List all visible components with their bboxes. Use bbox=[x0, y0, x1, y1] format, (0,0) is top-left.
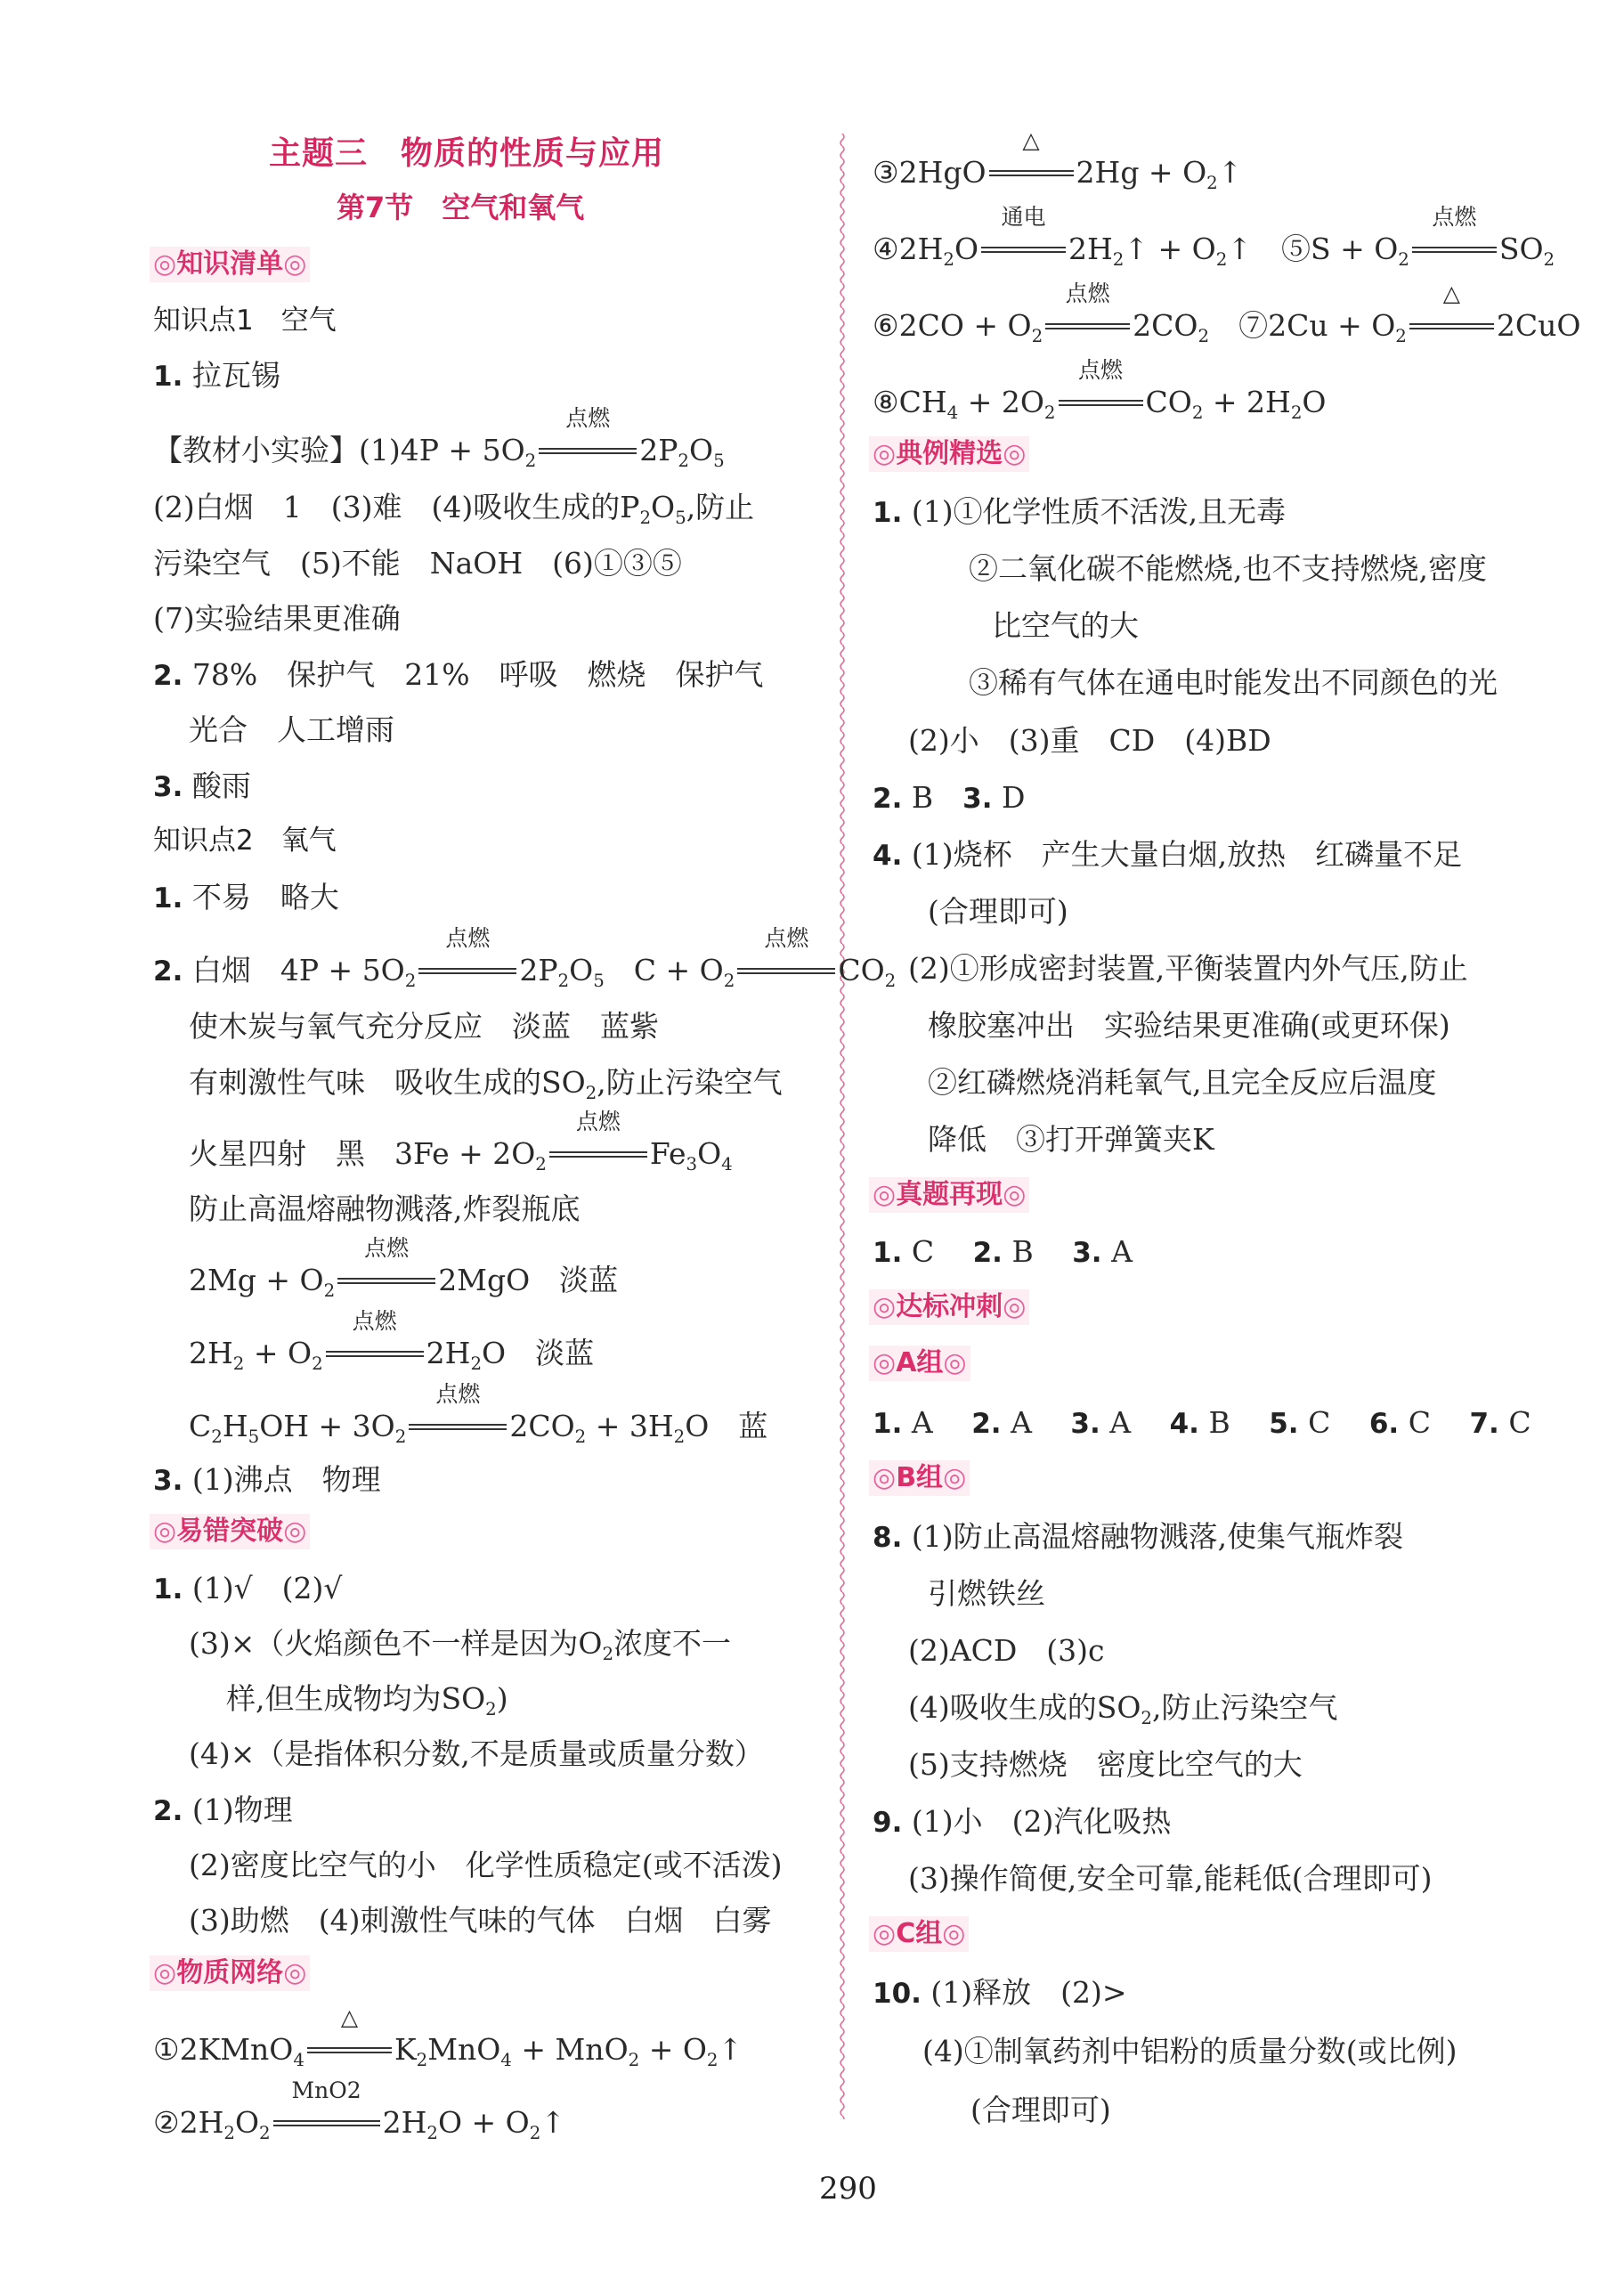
answer-line: 使木炭与氧气充分反应 淡蓝 蓝紫 bbox=[189, 1009, 659, 1044]
equation-line: $2H_2 + O_2$ 点燃 $2H_2O$ 淡蓝 bbox=[189, 1308, 595, 1374]
page-number: 290 bbox=[819, 2171, 877, 2207]
answer-line: 有刺激性气味 吸收生成的$SO_2$,防止污染空气 bbox=[189, 1065, 783, 1103]
answer-line: 3. 酸雨 bbox=[153, 768, 251, 803]
answer-line: 9. (1)小 (2)汽化吸热 bbox=[873, 1804, 1172, 1839]
equation-line: $C_2H_5OH + 3O_2$ 点燃 $2CO_2 + 3H_2O$ 蓝 bbox=[189, 1381, 768, 1447]
reaction-condition: 点燃 bbox=[418, 953, 516, 988]
equation-line: ③2HgO △ $2Hg + O_2↑$ bbox=[873, 127, 1243, 193]
section-heading-knowledge: ◎知识清单◎ bbox=[150, 247, 310, 282]
reaction-condition: △ bbox=[1409, 308, 1494, 344]
reaction-condition: 点燃 bbox=[549, 1136, 647, 1172]
reaction-condition: MnO2 bbox=[273, 2105, 380, 2141]
answer-line: ③稀有气体在通电时能发出不同颜色的光 bbox=[969, 665, 1498, 700]
knowledge-point-2: 知识点2 氧气 bbox=[153, 825, 337, 857]
answer-line: (2)密度比空气的小 化学性质稳定(或不活泼) bbox=[189, 1848, 783, 1882]
answer-line: (7)实验结果更准确 bbox=[153, 601, 401, 636]
equation-line: $⑧CH_4 + 2O_2$ 点燃 $CO_2 + 2H_2O$ bbox=[873, 357, 1327, 423]
answer-line: 光合 人工增雨 bbox=[189, 712, 394, 747]
answer-line: 4. (1)烧杯 产生大量白烟,放热 红磷量不足 bbox=[873, 837, 1463, 872]
answer-line: 1. 不易 略大 bbox=[153, 880, 339, 914]
answer-line: 引燃铁丝 bbox=[928, 1576, 1045, 1611]
equation-line: 【教材小实验】$(1)4P + 5O_2$ 点燃 $2P_2O_5$ bbox=[153, 405, 725, 471]
answer-line: 1. (1)①化学性质不活泼,且无毒 bbox=[873, 494, 1287, 529]
answer-line: 8. (1)防止高温熔融物溅落,使集气瓶炸裂 bbox=[873, 1519, 1404, 1554]
answer-line: ②二氧化碳不能燃烧,也不支持燃烧,密度 bbox=[969, 551, 1487, 586]
section-title: 第7节 空气和氧气 bbox=[337, 191, 585, 224]
column-divider bbox=[837, 134, 848, 2119]
reaction-condition: 点燃 bbox=[1059, 385, 1143, 420]
answer-line: 1. 拉瓦锡 bbox=[153, 358, 280, 393]
section-heading-examples: ◎典例精选◎ bbox=[869, 436, 1029, 472]
answer-line: 1. C 2. B 3. A bbox=[873, 1234, 1133, 1269]
answer-line: (3)×（火焰颜色不一样是因为$O_2$浓度不一 bbox=[189, 1626, 732, 1664]
answer-line: (2)ACD (3)c bbox=[908, 1633, 1105, 1668]
answer-line: 2. B 3. D bbox=[873, 780, 1026, 815]
section-heading-group-c: ◎C组◎ bbox=[869, 1916, 969, 1952]
answer-line: 10. (1)释放 (2)> bbox=[873, 1975, 1127, 2010]
section-heading-sprint: ◎达标冲刺◎ bbox=[869, 1289, 1029, 1325]
section-heading-group-a: ◎A组◎ bbox=[869, 1345, 970, 1381]
reaction-condition: 点燃 bbox=[326, 1336, 424, 1371]
reaction-condition: 点燃 bbox=[539, 433, 637, 468]
answer-line: 污染空气 (5)不能 NaOH (6)①③⑤ bbox=[153, 546, 682, 581]
section-heading-group-b: ◎B组◎ bbox=[869, 1460, 970, 1496]
answer-line: (3)助燃 (4)刺激性气味的气体 白烟 白雾 bbox=[189, 1903, 772, 1938]
answer-line: 橡胶塞冲出 实验结果更准确(或更环保) bbox=[928, 1008, 1450, 1043]
answer-line: (5)支持燃烧 密度比空气的大 bbox=[908, 1747, 1303, 1782]
answer-line: 1. A 2. A 3. A 4. B 5. C 6. C 7. C bbox=[873, 1405, 1531, 1440]
equation-line: 2. 白烟 $4P + 5O_2$ 点燃 $2P_2O_5$ $C + O_2$ 点燃 $CO_2$ bbox=[153, 925, 897, 991]
reaction-condition: 点燃 bbox=[409, 1409, 507, 1444]
answer-line: 样,但生成物均为$SO_2$) bbox=[226, 1681, 508, 1719]
reaction-condition: 通电 bbox=[981, 232, 1066, 267]
reaction-condition: △ bbox=[989, 155, 1074, 191]
equation-line: 火星四射 黑 $3Fe + 2O_2$ 点燃 $Fe_3O_4$ bbox=[189, 1109, 733, 1175]
section-heading-mistakes: ◎易错突破◎ bbox=[150, 1514, 310, 1549]
answer-line: 降低 ③打开弹簧夹K bbox=[928, 1122, 1214, 1157]
answer-line: ②红磷燃烧消耗氧气,且完全反应后温度 bbox=[928, 1065, 1437, 1100]
answer-line: (4)①制氧药剂中铝粉的质量分数(或比例) bbox=[922, 2034, 1458, 2069]
reaction-condition: △ bbox=[307, 2032, 392, 2068]
reaction-condition: 点燃 bbox=[1412, 232, 1497, 267]
reaction-condition: 点燃 bbox=[337, 1263, 435, 1298]
answer-line: 3. (1)沸点 物理 bbox=[153, 1462, 381, 1497]
answer-line: (2)白烟 1 (3)难 (4)吸收生成的$P_2O_5$,防止 bbox=[153, 490, 755, 528]
answer-line: (合理即可) bbox=[970, 2093, 1111, 2127]
answer-line: 1. (1)√ (2)√ bbox=[153, 1571, 343, 1605]
topic-title: 主题三 物质的性质与应用 bbox=[269, 135, 665, 172]
answer-line: (合理即可) bbox=[928, 894, 1068, 929]
equation-line: ①2KMnO$_4$ △ $K_2MnO_4 + MnO_2$ + $O_2↑$ bbox=[153, 2004, 743, 2070]
reaction-condition: 点燃 bbox=[737, 953, 835, 988]
section-heading-real-exam: ◎真题再现◎ bbox=[869, 1177, 1029, 1213]
answer-line: (4)吸收生成的$SO_2$,防止污染空气 bbox=[908, 1690, 1338, 1728]
answer-line: (2)小 (3)重 CD (4)BD bbox=[908, 723, 1271, 758]
answer-line: 比空气的大 bbox=[992, 608, 1139, 643]
answer-line: (3)操作简便,安全可靠,能耗低(合理即可) bbox=[908, 1861, 1433, 1896]
answer-line: (2)①形成密封装置,平衡装置内外气压,防止 bbox=[908, 951, 1468, 986]
answer-line: (4)×（是指体积分数,不是质量或质量分数） bbox=[189, 1736, 764, 1771]
answer-line: 2. 78% 保护气 21% 呼吸 燃烧 保护气 bbox=[153, 657, 764, 692]
equation-line: $②2H_2O_2$ MnO2 $2H_2O$ + $O_2↑$ bbox=[153, 2077, 565, 2143]
answer-line: 防止高温熔融物溅落,炸裂瓶底 bbox=[189, 1191, 581, 1226]
section-heading-network: ◎物质网络◎ bbox=[150, 1955, 310, 1991]
equation-line: ⑥2CO + $O_2$ 点燃 $2CO_2$ ⑦2Cu + $O_2$ △ 2CuO bbox=[873, 280, 1581, 346]
equation-line: $2Mg + O_2$ 点燃 2MgO 淡蓝 bbox=[189, 1235, 619, 1301]
knowledge-point-1: 知识点1 空气 bbox=[153, 305, 337, 337]
reaction-condition: 点燃 bbox=[1045, 308, 1130, 344]
equation-line: $④2H_2O$ 通电 $2H_2↑$ + $O_2↑$ ⑤S + $O_2$ 点燃 $SO_2$ bbox=[873, 204, 1555, 270]
answer-line: 2. (1)物理 bbox=[153, 1792, 293, 1827]
